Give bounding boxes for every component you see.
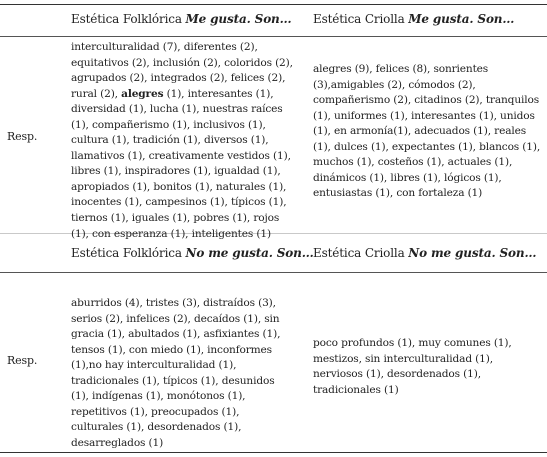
header-1-bottom-rule (0, 36, 547, 37)
cell-folklorica-me-gusta (71, 40, 297, 242)
header-folklorica-no-me-gusta (71, 246, 314, 261)
cell-text-bold: alegres (121, 87, 164, 100)
table-bottom-rule (0, 452, 547, 453)
header-emphasis: Me gusta. Son… (185, 12, 292, 26)
header-emphasis: Me gusta. Son… (408, 12, 515, 26)
header-emphasis: No me gusta. Son… (185, 246, 314, 260)
cell-criolla-me-gusta: alegres (9), felices (8), sonrientes (3),amigables (2), cómodos (2), compañerismo (2), citadinos (2), tranquilos (1), uniformes (1), interesantes (1), unidos (1), en armonía(1), adecuados (1), reales (1), dulces (1), expectantes (1), blancos (1), muchos (1), costeños (1), actuales (1), dinámicos (1), libres (1), lógicos (1), entusiastas (1), con fortaleza (1) (313, 63, 541, 200)
header-criolla-me-gusta (313, 12, 514, 27)
cell-criolla-no-me-gusta: poco profundos (1), muy comunes (1), mestizos, sin interculturalidad (1), nerviosos (1), desordenados (1), tradicionales (1) (313, 337, 512, 396)
header-criolla-no-me-gusta (313, 246, 536, 261)
header-folklorica-me-gusta (71, 12, 291, 27)
row-label-resp-2: Resp. (7, 354, 38, 367)
table-top-rule (0, 4, 547, 5)
header-plain: Estética Folklórica (71, 12, 186, 26)
cell-folklorica-no-me-gusta: aburridos (4), tristes (3), distraídos (3), serios (2), infelices (2), decaídos (1), sin gracia (1), abultados (1), asfixiantes (1), tensos (1), con miedo (1), inconformes (1),no hay interculturalidad (1), tradicionales (1), típicos (1), desunidos (1), indígenas (1), monótonos (1), repetitivos (1), preocupados (1), culturales (1), desordenados (1), desarreglados (1) (71, 297, 281, 449)
header-2-bottom-rule (0, 272, 547, 273)
header-plain: Estética Criolla (313, 12, 409, 26)
row-label-resp-1: Resp. (7, 130, 38, 143)
cell-text: interculturalidad (7), diferentes (2), equitativos (2), inclusión (2), coloridos (2), agrupados (2), integrados (2), felices (2), rural (2), (71, 41, 293, 100)
header-plain: Estética Folklórica (71, 246, 186, 260)
header-plain: Estética Criolla (313, 246, 409, 260)
header-emphasis: No me gusta. Son… (408, 246, 537, 260)
cell-text: (1), interesantes (1), diversidad (1), lucha (1), nuestras raíces (1), compañerismo (1), inclusivos (1), cultura (1), tradición (1), diversos (1), llamativos (1), creativamente vestidos (1), libres (1), inspiradores (1), igualdad (1), apropiados (1), bonitos (1), naturales (1), inocentes (1), campesinos (1), típicos (1), tiernos (1), iguales (1), pobres (1), rojos (1), con esperanza (1), inteligentes (1) (71, 87, 291, 240)
